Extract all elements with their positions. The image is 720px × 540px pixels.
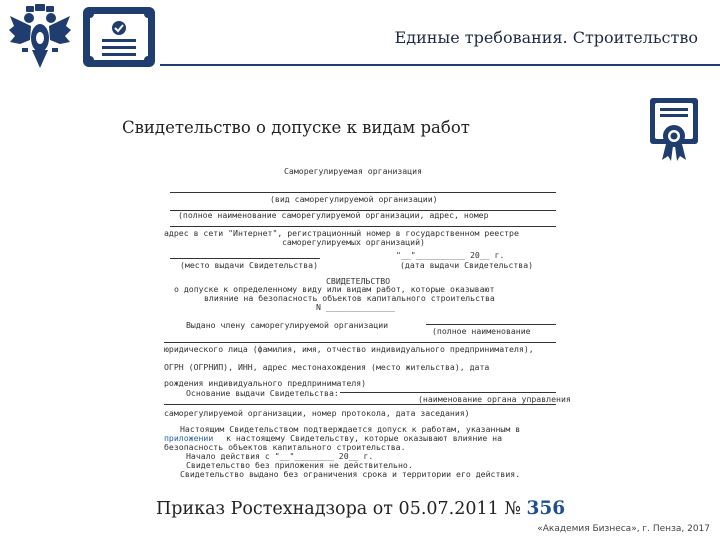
form-line: о допуске к определенному виду или видам работ, которые оказывают <box>174 284 495 294</box>
form-rule <box>164 342 556 343</box>
form-rule <box>340 392 556 393</box>
form-line: (дата выдачи Свидетельства) <box>400 260 534 270</box>
form-line: (вид саморегулируемой организации) <box>270 194 438 204</box>
form-line: Свидетельство выдано без ограничения срока и территории его действия. <box>180 469 521 479</box>
certificate-ribbon-icon <box>642 96 706 162</box>
order-reference-text: Приказ Ростехнадзора от 05.07.2011 № <box>156 499 521 519</box>
form-rule <box>164 404 556 405</box>
form-line: влияние на безопасность объектов капитального строительства <box>204 293 495 303</box>
form-line: Основание выдачи Свидетельства: <box>186 388 339 398</box>
form-line: N ______________ <box>316 302 395 312</box>
form-line: Начало действия с "__"________ 20__ г. <box>186 451 374 461</box>
form-line: рождения индивидуального предпринимателя) <box>164 378 367 388</box>
form-line: Настоящим Свидетельством подтверждается допуск к работам, указанным в <box>180 424 521 434</box>
form-rule <box>170 192 556 193</box>
slide-title: Свидетельство о допуске к видам работ <box>122 118 470 137</box>
form-rule <box>170 226 556 227</box>
form-line: (наименование органа управления <box>418 394 571 404</box>
form-rule <box>170 258 320 259</box>
form-line: саморегулируемой организации, номер протокола, дата заседания) <box>164 408 470 418</box>
order-number: 356 <box>526 498 566 519</box>
footer-credit: «Академия Бизнеса», г. Пенза, 2017 <box>537 524 710 534</box>
certificate-badge-icon <box>82 6 156 68</box>
order-reference <box>156 498 565 519</box>
form-rule <box>426 324 556 325</box>
form-line: Выдано члену саморегулируемой организации <box>186 320 389 330</box>
form-line: Саморегулируемая организация <box>284 166 423 176</box>
form-line: ОГРН (ОГРНИП), ИНН, адрес местонахождения (место жительства), дата <box>164 362 490 372</box>
form-line: безопасность объектов капитального строительства. <box>164 442 406 452</box>
form-line: саморегулируемых организаций) <box>282 237 425 247</box>
form-line: адрес в сети "Интернет", регистрационный номер в государственном реестре <box>164 228 519 238</box>
form-line: Свидетельство без приложения не действительно. <box>186 460 413 470</box>
header-divider <box>160 64 720 66</box>
form-line: к настоящему Свидетельству, которые оказывают влияние на <box>226 433 503 443</box>
header-title: Единые требования. Строительство <box>394 28 698 47</box>
form-line: "__"__________ 20__ г. <box>396 250 505 260</box>
double-headed-eagle-emblem-icon <box>8 4 72 70</box>
form-line: (место выдачи Свидетельства) <box>180 260 319 270</box>
form-line: СВИДЕТЕЛЬСТВО <box>326 276 391 286</box>
form-line: юридического лица (фамилия, имя, отчество индивидуального предпринимателя), <box>164 344 534 354</box>
form-line-link: приложении <box>164 433 214 443</box>
form-line: (полное наименование <box>432 326 531 336</box>
certificate-form-scan <box>150 160 570 488</box>
form-line: (полное наименование саморегулируемой организации, адрес, номер <box>178 210 489 220</box>
